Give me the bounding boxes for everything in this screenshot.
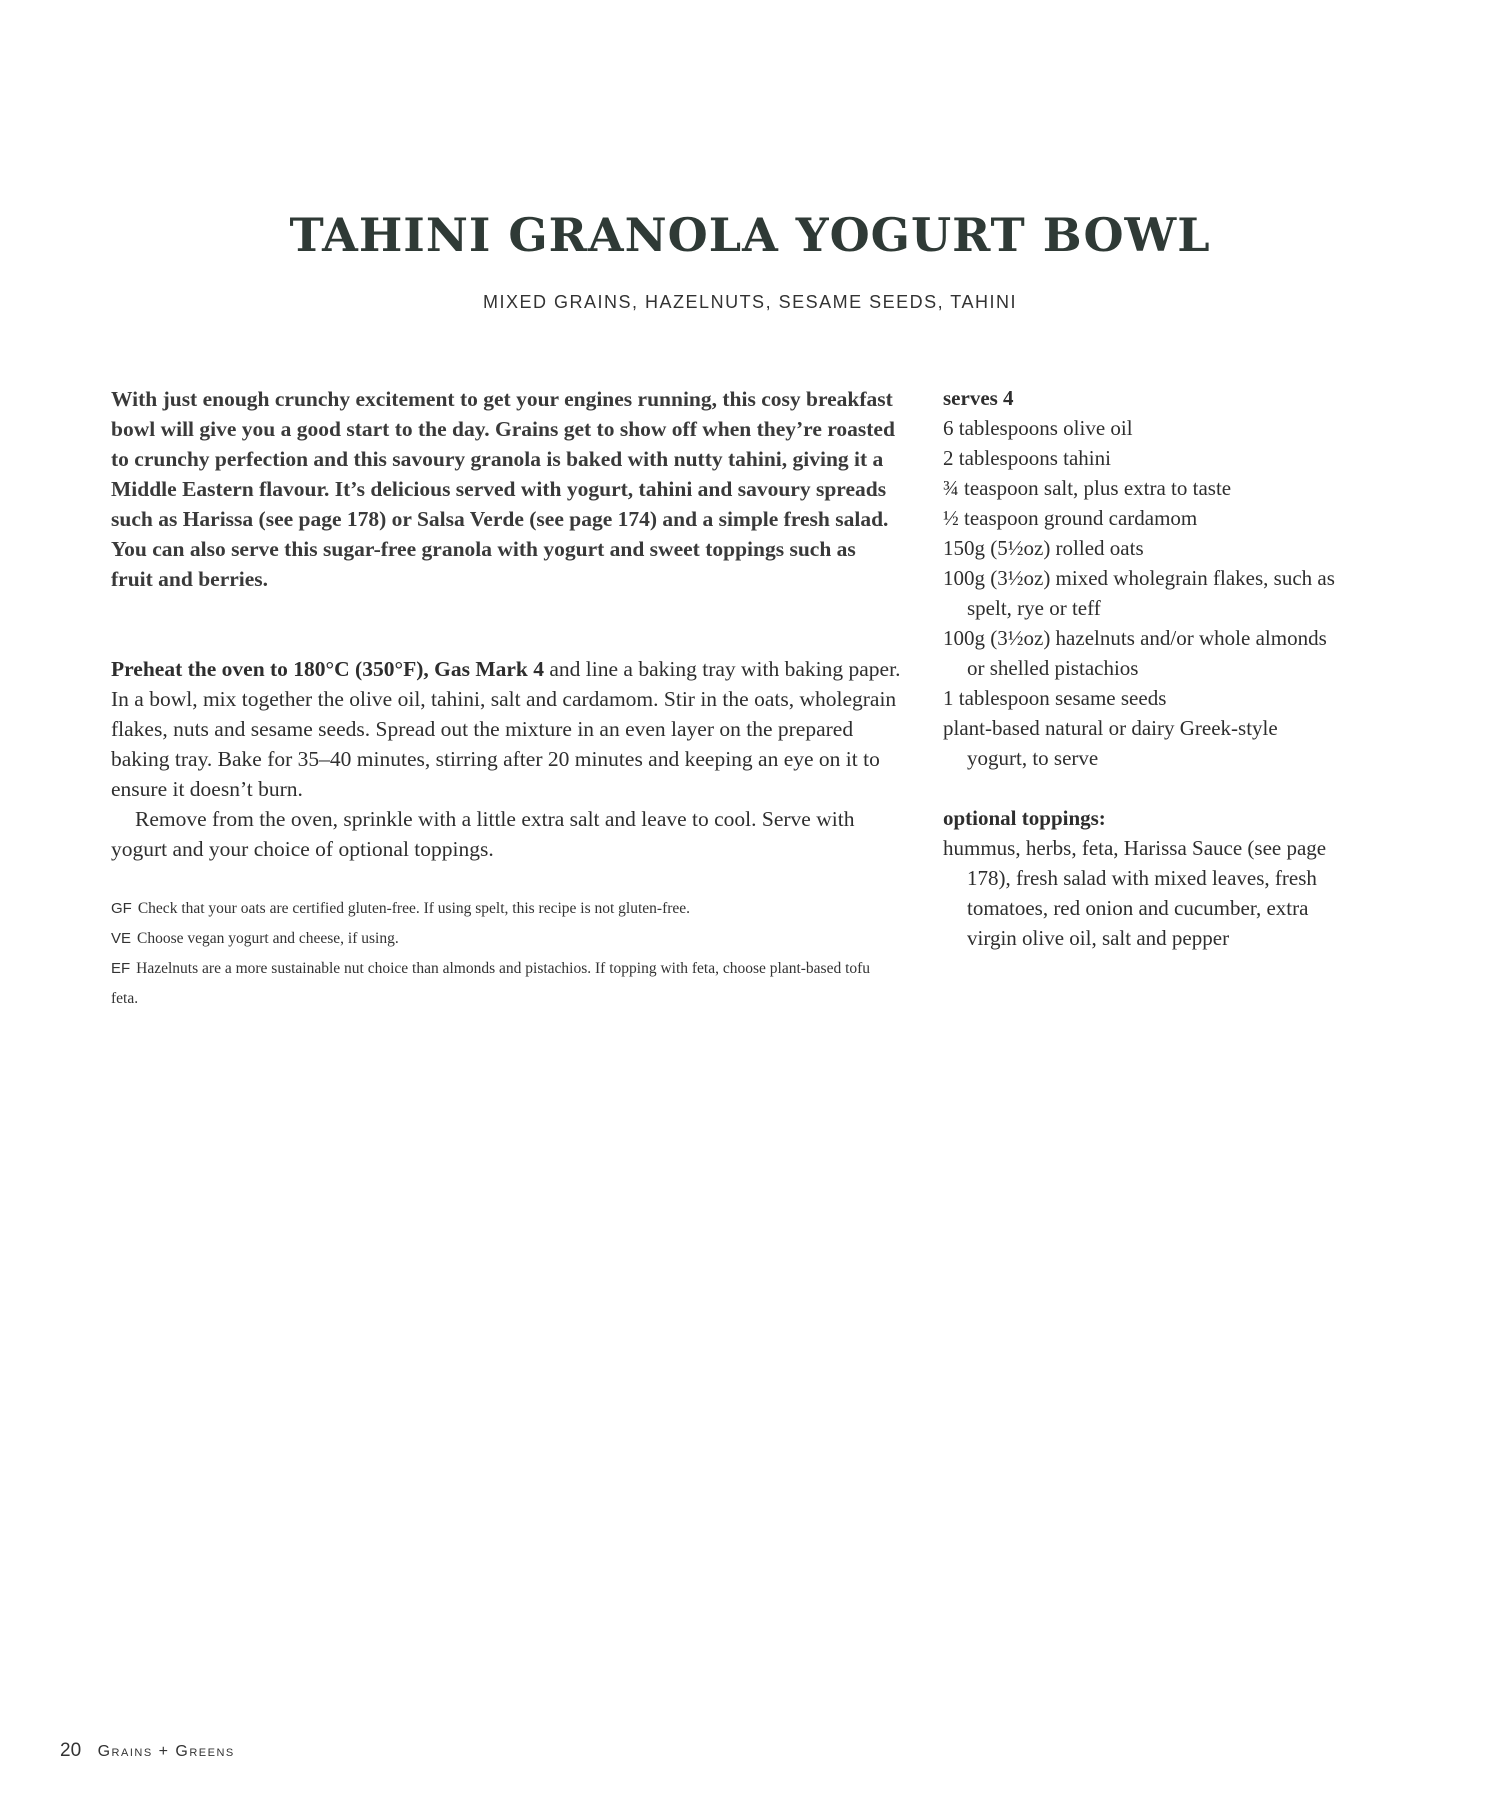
method-column (111, 384, 901, 1014)
ingredient-item: ½ teaspoon ground cardamom (943, 506, 1198, 530)
note-text: Hazelnuts are a more sustainable nut choice than almonds and pistachios. If topping with feta, choose plant-based tofu feta. (111, 960, 871, 1007)
ingredient-item: 1 tablespoon sesame seeds (943, 686, 1167, 710)
ingredient-item: 150g (5½oz) rolled oats (943, 536, 1144, 560)
toppings-text: hummus, herbs, feta, Harissa Sauce (see page 178), fresh salad with mixed leaves, fresh tomatoes, red onion and cucumber, extra virgin olive oil, salt and pepper (943, 836, 1327, 950)
page-footer (60, 1740, 235, 1762)
method-step-1 (111, 654, 901, 804)
ingredient-item: 100g (3½oz) hazelnuts and/or whole almonds or shelled pistachios (943, 626, 1327, 680)
method-section (111, 654, 901, 864)
note-code: GF (111, 900, 132, 917)
note-text: Choose vegan yogurt and cheese, if using. (137, 930, 399, 947)
ingredient-item: 100g (3½oz) mixed wholegrain flakes, such as spelt, rye or teff (943, 566, 1335, 620)
note-ef (111, 954, 901, 1014)
ingredient-item: ¾ teaspoon salt, plus extra to taste (943, 476, 1232, 500)
ingredient-item: plant-based natural or dairy Greek-style yogurt, to serve (943, 716, 1278, 770)
toppings-heading: optional toppings: (943, 806, 1106, 830)
dietary-notes (111, 894, 901, 1014)
note-code: EF (111, 960, 131, 977)
method-step-1-text: and line a baking tray with baking paper. In a bowl, mix together the olive oil, tahini, salt and cardamom. Stir in the oats, wholegrain flakes, nuts and sesame seeds. Spread out the mixture in an even layer on the prepared baking tray. Bake for 35–40 minutes, stirring after 20 minutes and keeping an eye on it to ensure it doesn’t burn. (111, 657, 901, 801)
method-step-2: Remove from the oven, sprinkle with a little extra salt and leave to cool. Serve with yogurt and your choice of optional toppings. (111, 807, 855, 861)
note-ve (111, 924, 901, 954)
ingredient-item: 2 tablespoons tahini (943, 446, 1111, 470)
serves-label: serves 4 (943, 386, 1014, 410)
ingredient-list (943, 413, 1343, 773)
running-book-title: Grains + Greens (97, 1743, 235, 1760)
recipe-subtitle: MIXED GRAINS, HAZELNUTS, SESAME SEEDS, TAHINI (483, 292, 1017, 312)
method-lead: Preheat the oven to 180°C (350°F), Gas Mark 4 (111, 657, 544, 681)
ingredients-column (943, 383, 1343, 953)
note-gf (111, 894, 901, 924)
page-number: 20 (60, 1740, 82, 1761)
note-text: Check that your oats are certified gluten-free. If using spelt, this recipe is not gluten-free. (137, 900, 691, 917)
note-code: VE (111, 930, 132, 947)
recipe-intro: With just enough crunchy excitement to get your engines running, this cosy breakfast bowl will give you a good start to the day. Grains get to show off when they’re roasted to crunchy perfection and this savoury granola is baked with nutty tahini, giving it a Middle Eastern flavour. It’s delicious served with yogurt, tahini and savoury spreads such as Harissa (see page 178) or Salsa Verde (see page 174) and a simple fresh salad. You can also serve this sugar-free granola with yogurt and sweet toppings such as fruit and berries. (111, 387, 895, 591)
ingredient-item: 6 tablespoons olive oil (943, 416, 1133, 440)
recipe-title: TAHINI GRANOLA YOGURT BOWL (289, 208, 1211, 262)
